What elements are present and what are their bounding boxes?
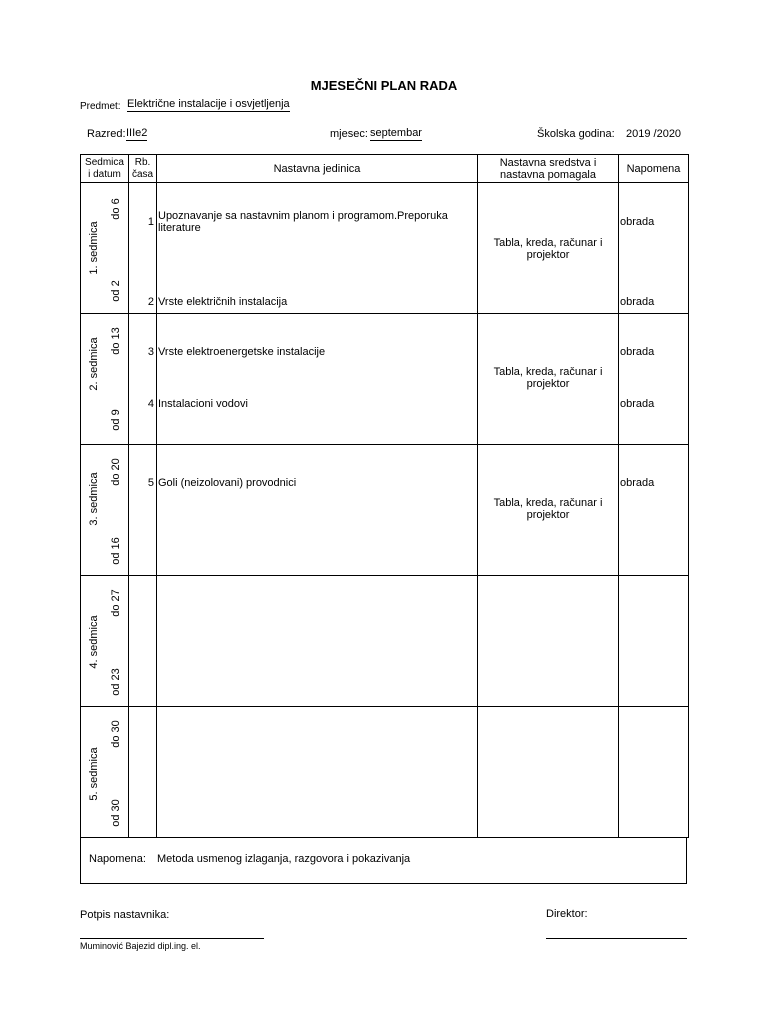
week-unit-cell: [157, 576, 478, 707]
table-header-row: [81, 155, 689, 183]
tools-line2: projektor: [526, 249, 570, 261]
razred-label: Razred:: [87, 128, 126, 140]
week-note-cell: [619, 183, 689, 314]
footer-note-value: Metoda usmenog izlaganja, razgovora i pokazivanja: [157, 853, 411, 865]
week-date-cell: [81, 445, 129, 576]
week-unit-cell: [157, 445, 478, 576]
week-num-cell: [129, 576, 157, 707]
header-jedinica: Nastavna jedinica: [157, 155, 478, 183]
week-do: do 30: [110, 720, 122, 748]
week-unit-cell: [157, 707, 478, 838]
header-rb-line1: Rb.: [134, 156, 151, 168]
lesson-note: obrada: [620, 216, 655, 228]
mjesec-value: septembar: [370, 127, 422, 139]
direktor-line: [546, 938, 687, 939]
header-sedmica: [81, 155, 129, 183]
lesson-num: 4: [147, 398, 154, 410]
week-do: do 27: [110, 589, 122, 617]
week-date-cell: [81, 183, 129, 314]
week-label: 4. sedmica: [88, 615, 100, 669]
week-unit-cell: [157, 183, 478, 314]
week-label: 2. sedmica: [88, 337, 100, 391]
tools-line2: projektor: [526, 378, 570, 390]
week-do: do 20: [110, 458, 122, 486]
week-od: od 9: [110, 409, 122, 431]
header-sredstva-line2: nastavna pomagala: [499, 168, 596, 181]
week-do: do 6: [110, 198, 122, 220]
week-num-cell: [129, 707, 157, 838]
week-label: 1. sedmica: [88, 221, 100, 275]
week-row-3: [81, 445, 689, 576]
lesson-num: 2: [147, 296, 154, 308]
week-od: od 23: [110, 668, 122, 696]
week-row-2: [81, 314, 689, 445]
week-row-1: [81, 183, 689, 314]
skolska-label: Školska godina:: [537, 128, 615, 140]
header-sedmica-line2: i datum: [88, 168, 121, 180]
lesson-note: obrada: [620, 477, 655, 489]
week-label: 3. sedmica: [88, 472, 100, 526]
week-note-cell: [619, 445, 689, 576]
footer-note-label: Napomena:: [89, 853, 146, 865]
lesson-text: Upoznavanje sa nastavnim planom i programom.Preporuka literature: [158, 210, 448, 234]
week-unit-cell: [157, 314, 478, 445]
week-tools-cell: [478, 576, 619, 707]
week-od: od 30: [110, 799, 122, 827]
week-od: od 16: [110, 537, 122, 565]
week-num-cell: [129, 314, 157, 445]
tools-line1: Tabla, kreda, računar i: [493, 237, 603, 249]
lesson-num: 3: [147, 346, 154, 358]
header-rb-line2: časa: [131, 168, 154, 180]
lesson-num: 5: [147, 477, 154, 489]
potpis-line: [80, 938, 264, 939]
week-num-cell: [129, 445, 157, 576]
page-title: MJESEČNI PLAN RADA: [310, 78, 458, 93]
footer-note-box: [80, 838, 687, 884]
tools-line2: projektor: [526, 509, 570, 521]
razred-value: IIIe2: [126, 127, 148, 139]
plan-table: [80, 154, 689, 838]
week-tools-cell: [478, 314, 619, 445]
week-date-cell: [81, 576, 129, 707]
week-tools-cell: [478, 707, 619, 838]
lesson-note: obrada: [620, 346, 655, 358]
potpis-name: Muminović Bajezid dipl.ing. el.: [80, 941, 201, 951]
lesson-note: obrada: [620, 398, 655, 410]
week-do: do 13: [110, 327, 122, 355]
lesson-text: Vrste elektroenergetske instalacije: [158, 346, 326, 358]
header-sedmica-line1: Sedmica: [85, 156, 124, 168]
week-date-cell: [81, 314, 129, 445]
skolska-value: 2019 /2020: [626, 128, 682, 140]
lesson-num: 1: [147, 216, 154, 228]
header-rb: [129, 155, 157, 183]
week-num-cell: [129, 183, 157, 314]
week-date-cell: [81, 707, 129, 838]
header-sredstva: [478, 155, 619, 183]
week-row-4: [81, 576, 689, 707]
predmet-label: Predmet:: [80, 101, 121, 112]
week-tools-cell: [478, 445, 619, 576]
lesson-text: Goli (neizolovani) provodnici: [158, 477, 297, 489]
predmet-value: Električne instalacije i osvjetljenja: [127, 98, 290, 110]
lesson-text: Vrste električnih instalacija: [158, 296, 288, 308]
week-note-cell: [619, 576, 689, 707]
tools-line1: Tabla, kreda, računar i: [493, 366, 603, 378]
lesson-note: obrada: [620, 296, 655, 308]
header-sredstva-line1: Nastavna sredstva i: [499, 156, 597, 169]
mjesec-label: mjesec:: [330, 128, 368, 140]
week-note-cell: [619, 707, 689, 838]
week-note-cell: [619, 314, 689, 445]
week-row-5: [81, 707, 689, 838]
tools-line1: Tabla, kreda, računar i: [493, 497, 603, 509]
week-label: 5. sedmica: [88, 747, 100, 801]
header-napomena: Napomena: [619, 155, 689, 183]
lesson-text: Instalacioni vodovi: [158, 398, 248, 410]
direktor-label: Direktor:: [546, 908, 588, 920]
week-tools-cell: [478, 183, 619, 314]
potpis-label: Potpis nastavnika:: [80, 909, 170, 921]
week-od: od 2: [110, 280, 122, 302]
